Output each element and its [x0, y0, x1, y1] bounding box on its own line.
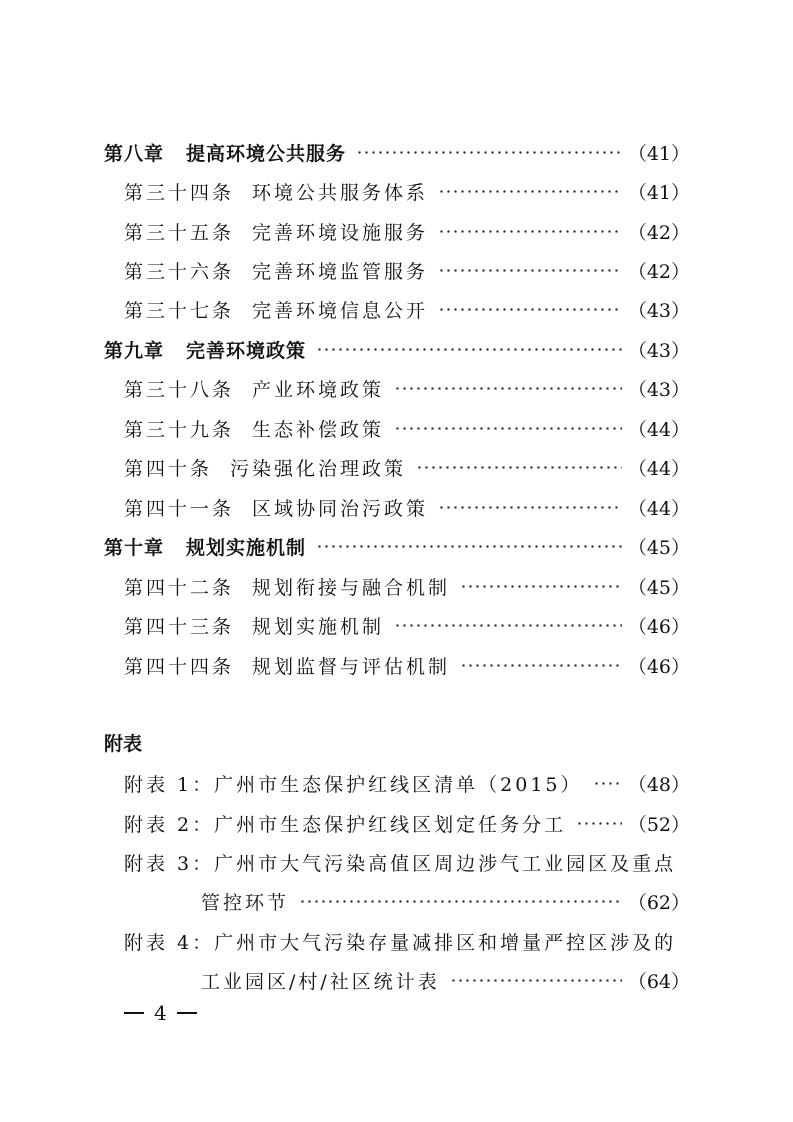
article-number: 第三十五条: [124, 221, 235, 244]
article-title: 生态补偿政策: [252, 418, 385, 441]
article-title: 完善环境设施服务: [252, 221, 429, 244]
article-title: 完善环境监管服务: [252, 260, 429, 283]
appendix-label: 附表 4：: [124, 931, 215, 954]
dot-leader: [460, 585, 622, 588]
appendix-title-cont: 工业园区/村/社区统计表: [201, 970, 440, 993]
footer-dash-right: [177, 1012, 197, 1014]
page-footer: [124, 1001, 197, 1025]
article-title: 区域协同治污政策: [252, 497, 429, 520]
dot-leader: [460, 664, 622, 667]
toc-article-36[interactable]: [124, 255, 690, 285]
page-ref: （45）: [627, 576, 690, 599]
toc-article-37[interactable]: [124, 294, 690, 324]
article-title: 规划监督与评估机制: [252, 655, 451, 678]
dot-leader: [438, 190, 622, 193]
toc-article-38[interactable]: [124, 373, 690, 403]
page-ref: （45）: [627, 536, 690, 559]
toc-appendix-1[interactable]: [124, 768, 690, 798]
article-number: 第四十四条: [124, 655, 235, 678]
toc-article-39[interactable]: [124, 413, 690, 443]
dot-leader: [438, 230, 622, 233]
article-number: 第四十条: [124, 457, 213, 480]
footer-dash-left: [124, 1012, 144, 1014]
article-number: 第四十二条: [124, 576, 235, 599]
toc-chapter-8[interactable]: [104, 137, 690, 167]
chapter-title: 完善环境政策: [186, 339, 307, 362]
dot-leader: [394, 624, 622, 627]
dot-leader: [593, 782, 622, 785]
page-ref: （62）: [627, 891, 690, 914]
appendix-label: 附表 3：: [124, 852, 215, 875]
dot-leader: [394, 387, 622, 390]
toc-appendix-4[interactable]: [124, 926, 690, 956]
toc-article-40[interactable]: [124, 452, 690, 482]
appendix-label: 附表 1：: [124, 773, 215, 796]
chapter-number: 第九章: [104, 339, 165, 362]
dot-leader: [299, 900, 622, 903]
toc-article-43[interactable]: [124, 610, 690, 640]
page-ref: （48）: [627, 773, 690, 796]
page-number: 4: [154, 1001, 167, 1025]
chapter-number: 第十章: [104, 536, 165, 559]
article-number: 第四十三条: [124, 615, 235, 638]
page-ref: （52）: [627, 813, 690, 836]
toc-appendix-3-cont[interactable]: [201, 886, 690, 916]
article-title: 污染强化治理政策: [230, 457, 407, 480]
page-ref: （64）: [627, 970, 690, 993]
dot-leader: [438, 308, 622, 311]
article-title: 规划实施机制: [252, 615, 385, 638]
chapter-title: 规划实施机制: [186, 536, 307, 559]
appendix-heading: 附表: [104, 733, 143, 755]
page-ref: （43）: [627, 339, 690, 362]
page-ref: （44）: [627, 418, 690, 441]
chapter-title: 提高环境公共服务: [186, 142, 347, 165]
page-ref: （41）: [627, 181, 690, 204]
toc-article-35[interactable]: [124, 216, 690, 246]
article-number: 第三十九条: [124, 418, 235, 441]
article-number: 第三十八条: [124, 378, 235, 401]
page-ref: （46）: [627, 615, 690, 638]
article-number: 第四十一条: [124, 497, 235, 520]
toc-article-44[interactable]: [124, 650, 690, 680]
toc-appendix-2[interactable]: [124, 808, 690, 838]
appendix-title-cont: 管控环节: [201, 891, 290, 914]
toc-appendix-3[interactable]: [124, 847, 690, 877]
toc-appendix-4-cont[interactable]: [201, 965, 690, 995]
dot-leader: [438, 269, 622, 272]
dot-leader: [576, 822, 622, 825]
dot-leader: [438, 506, 622, 509]
page-ref: （43）: [627, 378, 690, 401]
page-ref: （44）: [627, 497, 690, 520]
page-ref: （44）: [627, 457, 690, 480]
appendix-title: 广州市大气污染存量减排区和增量严控区涉及的: [214, 931, 677, 954]
chapter-number: 第八章: [104, 142, 165, 165]
dot-leader: [416, 466, 622, 469]
dot-leader: [450, 979, 622, 982]
appendix-label: 附表 2：: [124, 813, 215, 836]
page-ref: （42）: [627, 221, 690, 244]
toc-chapter-9[interactable]: [104, 334, 690, 364]
article-title: 产业环境政策: [252, 378, 385, 401]
dot-leader: [394, 427, 622, 430]
article-title: 规划衔接与融合机制: [252, 576, 451, 599]
toc-chapter-10[interactable]: [104, 531, 690, 561]
toc-article-34[interactable]: [124, 176, 690, 206]
appendix-title: 广州市大气污染高值区周边涉气工业园区及重点: [214, 852, 677, 875]
article-title: 完善环境信息公开: [252, 299, 429, 322]
dot-leader: [316, 348, 622, 351]
appendix-title: 广州市生态保护红线区清单（2015）: [214, 773, 583, 796]
article-number: 第三十七条: [124, 299, 235, 322]
toc-article-42[interactable]: [124, 571, 690, 601]
page-ref: （41）: [627, 142, 690, 165]
dot-leader: [316, 545, 622, 548]
dot-leader: [356, 151, 622, 154]
page-ref: （43）: [627, 299, 690, 322]
page-ref: （42）: [627, 260, 690, 283]
page-ref: （46）: [627, 655, 690, 678]
article-number: 第三十四条: [124, 181, 235, 204]
article-title: 环境公共服务体系: [252, 181, 429, 204]
appendix-title: 广州市生态保护红线区划定任务分工: [214, 813, 567, 836]
article-number: 第三十六条: [124, 260, 235, 283]
toc-article-41[interactable]: [124, 492, 690, 522]
